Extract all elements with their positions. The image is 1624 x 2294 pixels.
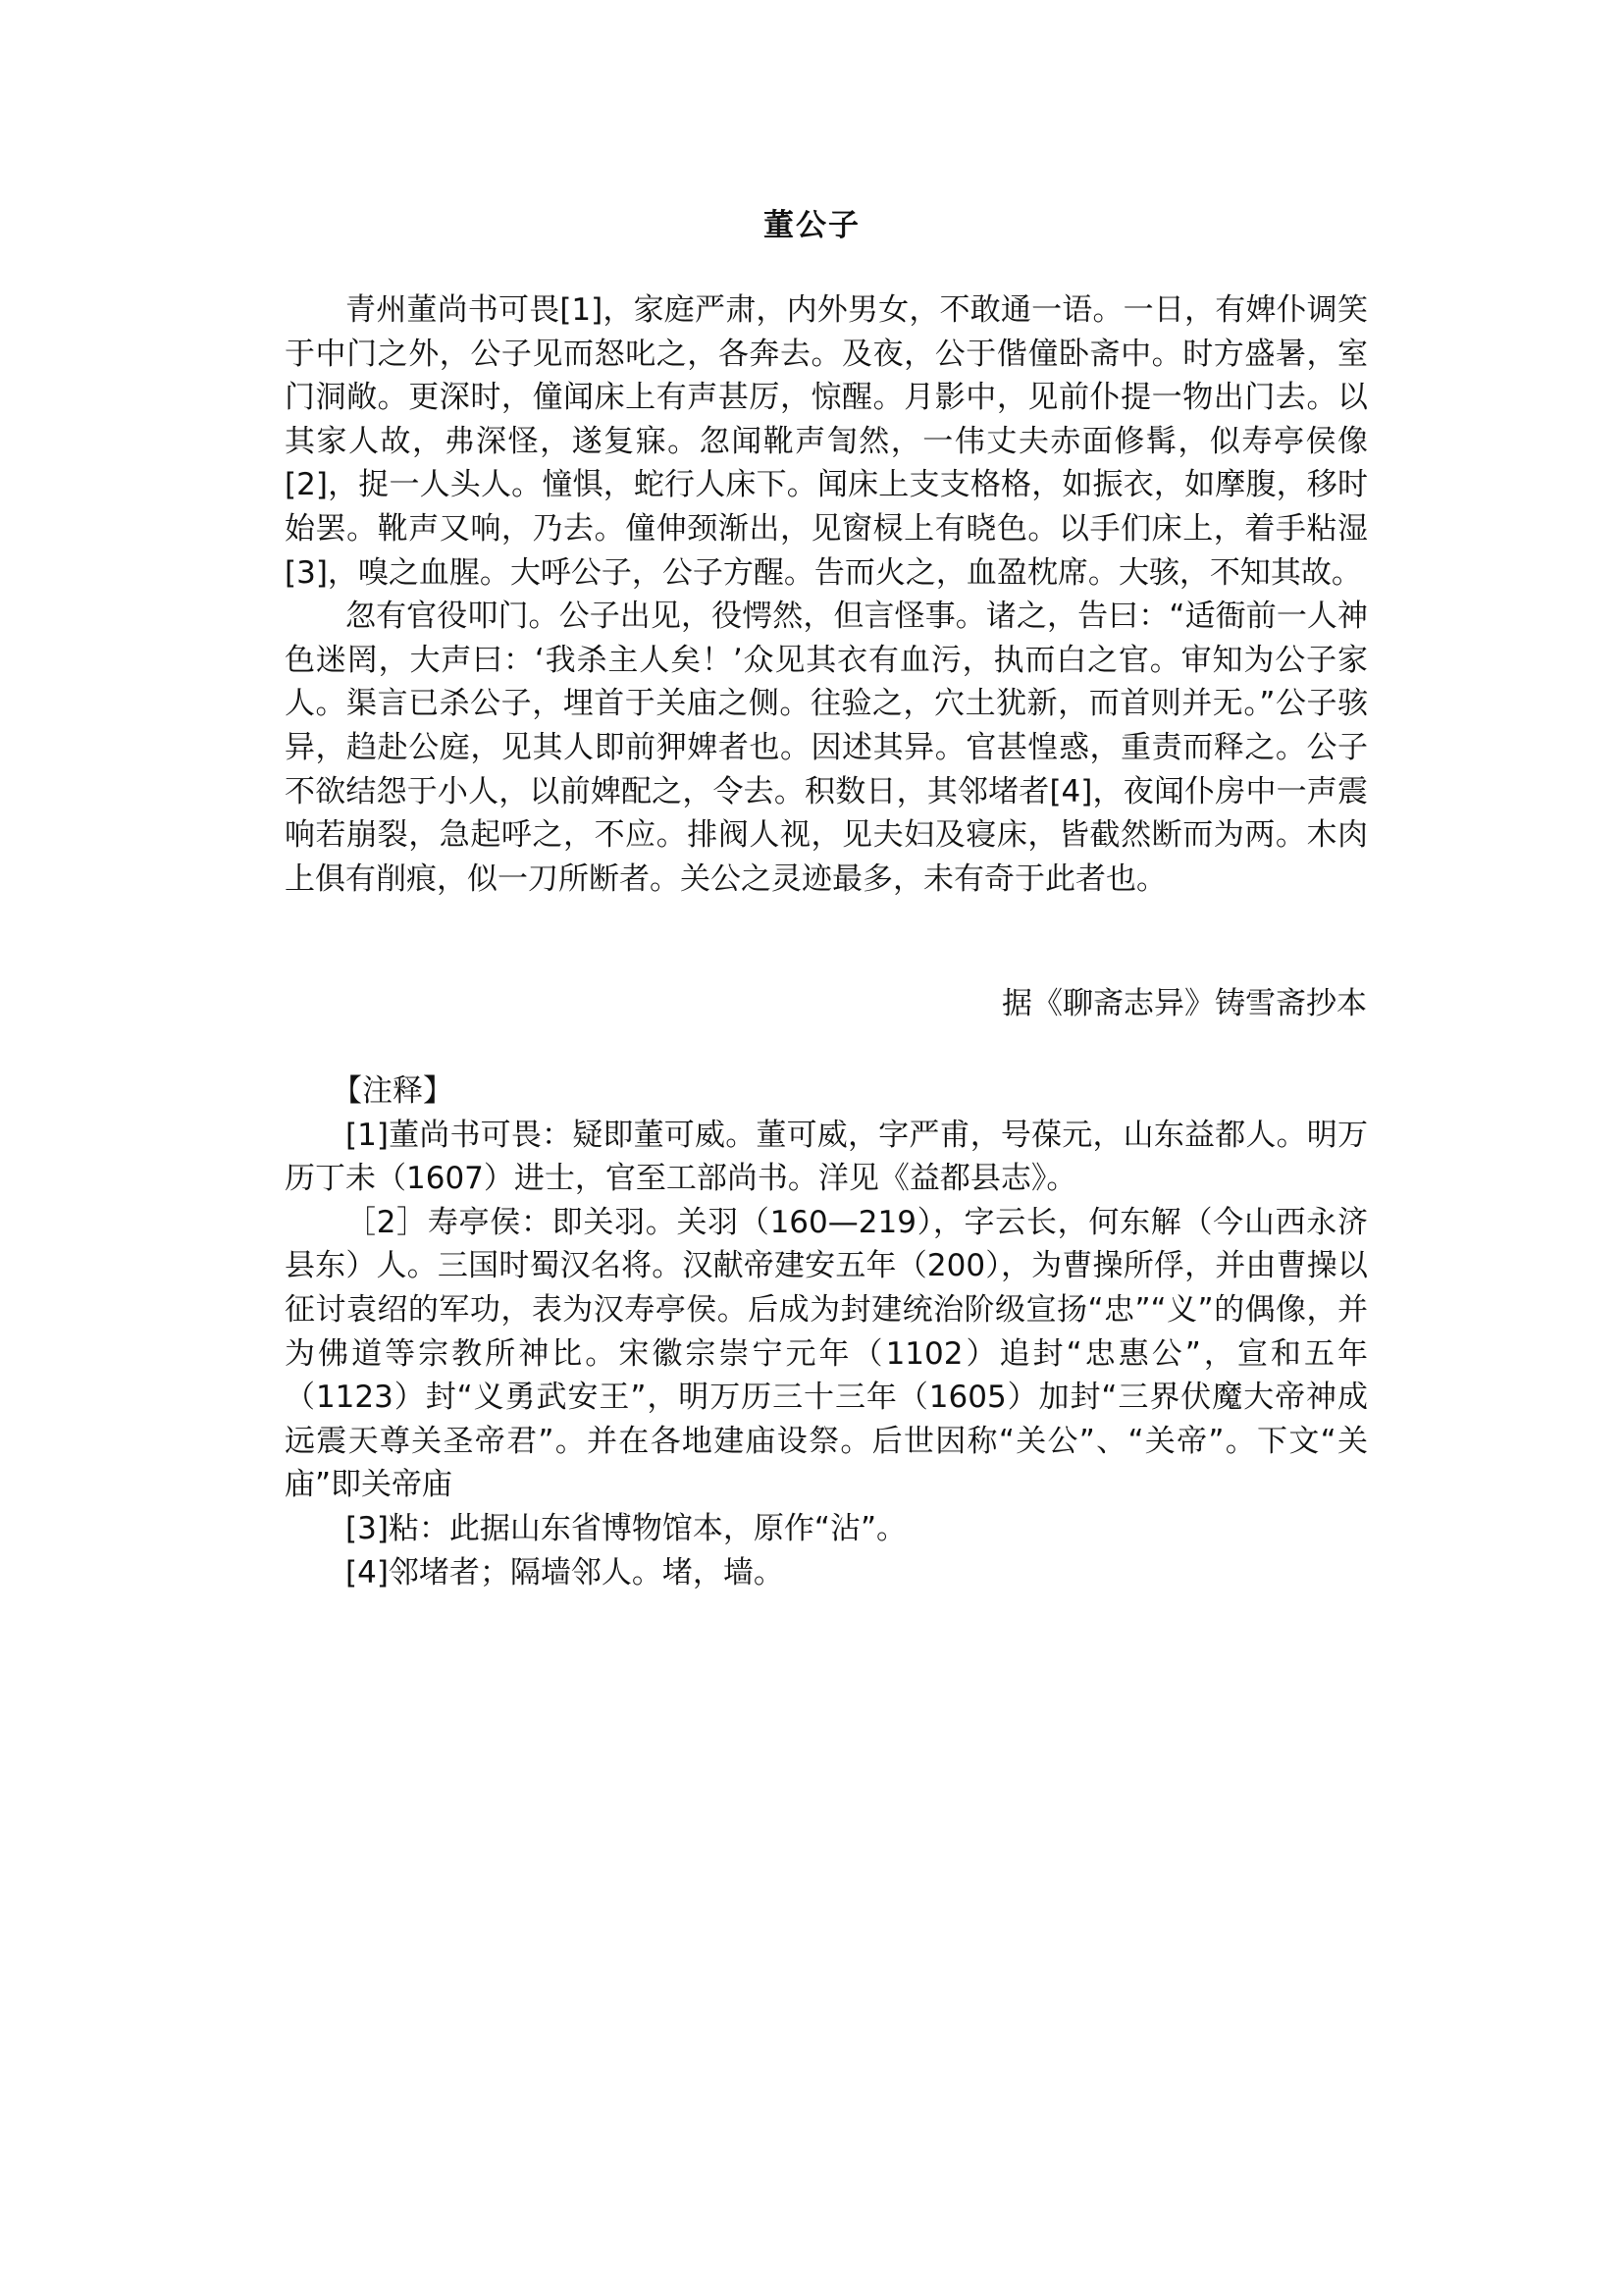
source-citation: 据《聊斋志异》铸雪斋抄本 (1002, 986, 1367, 1021)
story-paragraph-2: 忽有官役叩门。公子出见，役愕然，但言怪事。诸之，告曰：“适衙前一人神色迷罔，大声曰：‘我杀主人矣！’众见其衣有血污，执而白之官。审知为公子家人。渠言已杀公子，埋首于关庙之侧。往验之，穴土犹新，而首则并无。”公子骇异，趋赴公庭，见其人即前狎婢者也。因述其异。官甚惶惑，重责而释之。公子不欲结怨于小人，以前婢配之，令去。积数日，其邻堵者[4]，夜闻仆房中一声震响若崩裂，急起呼之，不应。排阀人视，见夫妇及寝床，皆截然断而为两。木肉上俱有削痕，似一刀所断者。关公之灵迹最多，未有奇于此者也。 (285, 599, 1368, 897)
story-paragraph-1: 青州董尚书可畏[1]，家庭严肃，内外男女，不敢通一语。一日，有婢仆调笑于中门之外，公子见而怒叱之，各奔去。及夜，公于偕僮卧斋中。时方盛暑，室门洞敞。更深时，僮闻床上有声甚厉，惊醒。月影中，见前仆提一物出门去。以其家人故，弗深怪，遂复寐。忽闻靴声訇然，一伟丈夫赤面修髯，似寿亭侯像[2]，捉一人头人。憧惧，蛇行人床下。闻床上支支格格，如振衣，如摩腹，移时始罢。靴声又响，乃去。僮伸颈渐出，见窗棂上有晓色。以手们床上，着手粘湿[3]，嗅之血腥。大呼公子，公子方醒。告而火之，血盈枕席。大骇，不知其故。 (285, 292, 1368, 591)
document-title: 董公子 (763, 208, 861, 243)
annotation-2: ［2］寿亭侯：即关羽。关羽（160—219），字云长，何东解（今山西永济县东）人。三国时蜀汉名将。汉献帝建安五年（200），为曹操所俘，并由曹操以征讨袁绍的军功，表为汉寿亭侯。后成为封建统治阶级宣扬“忠”“义”的偶像，并为佛道等宗教所神比。宋徽宗崇宁元年（1102）追封“忠惠公”，宣和五年（1123）封“义勇武安王”，明万历三十三年（1605）加封“三界伏魔大帝神成远震天尊关圣帝君”。并在各地建庙设祭。后世因称“关公”、“关帝”。下文“关庙”即关帝庙 (285, 1204, 1368, 1503)
annotation-3: [3]粘：此据山东省博物馆本，原作“沾”。 (345, 1510, 908, 1546)
annotation-1: [1]董尚书可畏：疑即董可威。董可威，字严甫，号葆元，山东益都人。明万历丁未（1607）进士，官至工部尚书。洋见《益都县志》。 (285, 1117, 1368, 1197)
annotations-heading: 【注释】 (332, 1073, 453, 1109)
story-body (285, 288, 1368, 901)
annotation-4: [4]邻堵者；隔墙邻人。堵，墙。 (345, 1554, 784, 1590)
annotations-section (285, 1069, 1368, 1594)
